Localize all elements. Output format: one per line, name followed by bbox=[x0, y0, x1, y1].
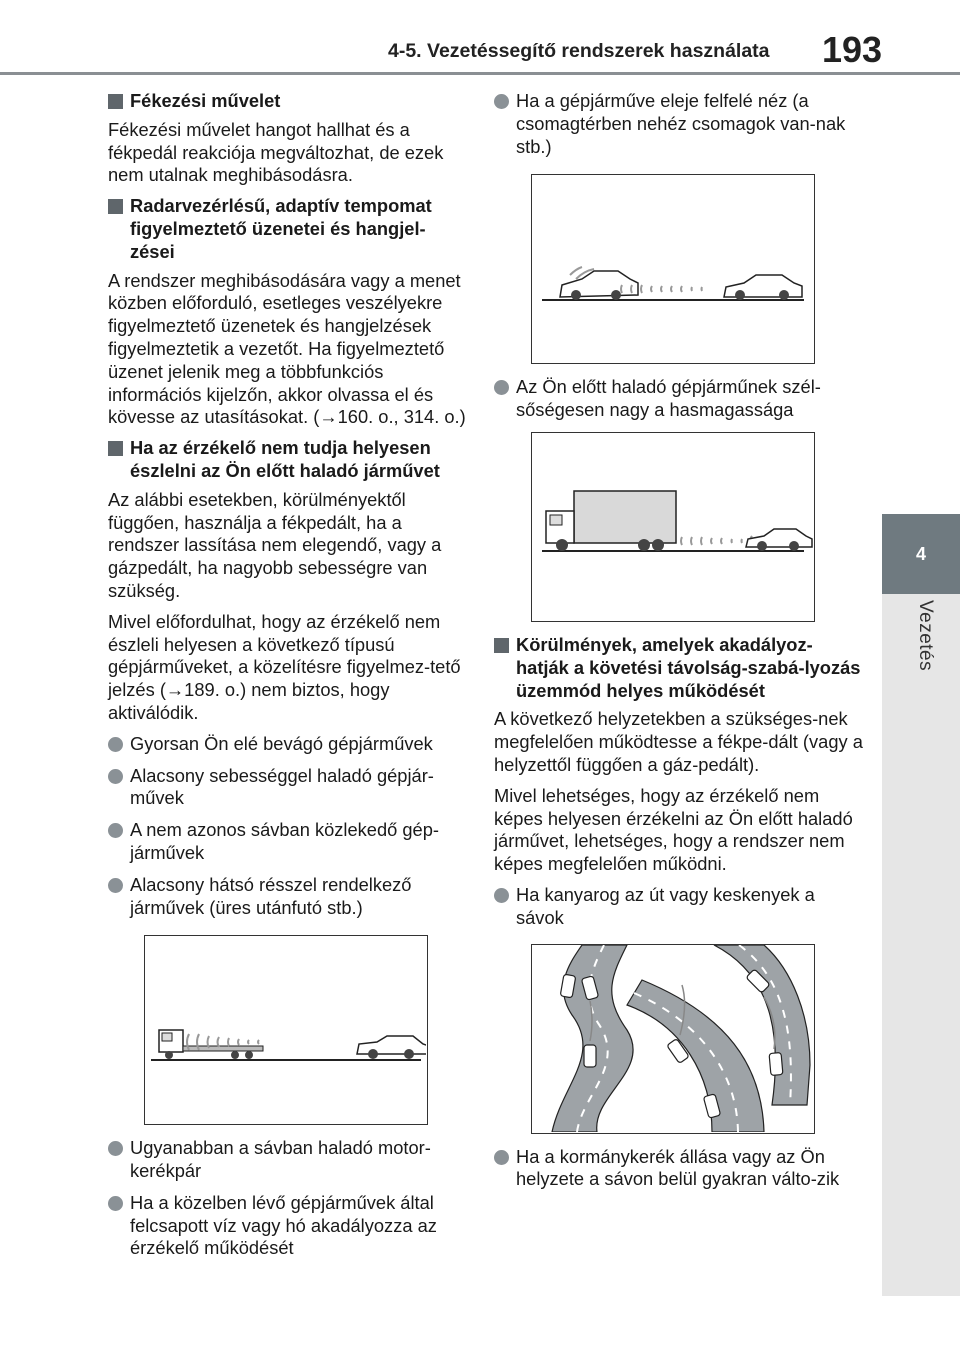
section-heading: Fékezési művelet bbox=[108, 90, 468, 113]
section-heading: Ha az érzékelő nem tudja helyesen észlelni az Ön előtt haladó járművet bbox=[108, 437, 468, 483]
round-bullet-icon bbox=[108, 737, 123, 752]
paragraph: Mivel előfordulhat, hogy az érzékelő nem észleli helyesen a következő típusú gépjárműveket, a közelítésre figyelmez-tető jelzés (→189. o.) nem biztos, hogy aktiválódik. bbox=[108, 610, 461, 723]
figure-trailer-illustration bbox=[144, 935, 428, 1125]
round-bullet-icon bbox=[494, 888, 509, 903]
left-column bbox=[108, 90, 468, 1269]
section-heading: Radarvezérlésű, adaptív tempomat figyelmeztető üzenetei és hangjel-zései bbox=[108, 195, 468, 263]
list-item: A nem azonos sávban közlekedő gép-járművek bbox=[108, 819, 468, 865]
round-bullet-icon bbox=[108, 878, 123, 893]
round-bullet-icon bbox=[108, 769, 123, 784]
round-bullet-icon bbox=[494, 380, 509, 395]
chapter-tab-label: Vezetés bbox=[915, 600, 936, 672]
paragraph: A következő helyzetekben a szükséges-nek megfelelően működtesse a fékpe-dált (vagy a helyzettől függően a gáz-pedált). bbox=[494, 708, 863, 775]
square-bullet-icon bbox=[494, 638, 509, 653]
chapter-tab-number: 4 bbox=[882, 514, 960, 594]
figure-curved-road-illustration bbox=[531, 944, 815, 1134]
right-column bbox=[494, 90, 864, 1200]
list-item: Ha a közelben lévő gépjárművek által felcsapott víz vagy hó akadályozza az érzékelő működését bbox=[108, 1192, 468, 1260]
paragraph: Az alábbi esetekben, körülményektől függően, használja a fékpedált, ha a rendszer lassítása nem elegendő, vagy a gázpedált, ha nagyobb sebességre van szükség. bbox=[108, 488, 442, 601]
list-item: Ha kanyarog az út vagy keskenyek a sávok bbox=[494, 884, 864, 930]
round-bullet-icon bbox=[494, 1150, 509, 1165]
section-heading: Körülmények, amelyek akadályoz-hatják a követési távolság-szabá-lyozás üzemmód helyes működését bbox=[494, 634, 864, 702]
list-item: Ha a gépjárműve eleje felfelé néz (a csomagtérben nehéz csomagok van-nak stb.) bbox=[494, 90, 864, 158]
round-bullet-icon bbox=[108, 1196, 123, 1211]
running-header: 4-5. Vezetéssegítő rendszerek használata bbox=[388, 40, 770, 62]
paragraph: Fékezési művelet hangot hallhat és a fékpedál reakciója megváltozhat, de ezek nem utalnak meghibásodásra. bbox=[108, 118, 444, 186]
list-item: Ugyanabban a sávban haladó motor-kerékpár bbox=[108, 1137, 468, 1183]
round-bullet-icon bbox=[494, 94, 509, 109]
paragraph: Mivel lehetséges, hogy az érzékelő nem képes helyesen érzékelni az Ön előtt haladó járművet, lehetséges, hogy a rendszer nem képes megfelelően működni. bbox=[494, 784, 853, 875]
list-item: Alacsony sebességgel haladó gépjár-művek bbox=[108, 765, 468, 811]
round-bullet-icon bbox=[108, 1141, 123, 1156]
list-item: Az Ön előtt haladó gépjárműnek szél-sőségesen nagy a hasmagassága bbox=[494, 376, 864, 422]
list-item: Ha a kormánykerék állása vagy az Ön helyzete a sávon belül gyakran válto-zik bbox=[494, 1146, 864, 1192]
figure-truck-illustration bbox=[531, 432, 815, 622]
figure-nose-up-illustration bbox=[531, 174, 815, 364]
paragraph: A rendszer meghibásodására vagy a menet közben előforduló, esetleges veszélyekre figyelmeztető üzenetek és hangjelzések figyelmeztetik a vezetőt. Ha figyelmeztető üzenet jelenik meg a többfunkciós információs kijelzőn, akkor olvassa el és kövesse az utasításokat. (→160. o., 314. o.) bbox=[108, 269, 466, 428]
page-number: 193 bbox=[822, 29, 883, 70]
square-bullet-icon bbox=[108, 199, 123, 214]
header-rule bbox=[0, 72, 960, 75]
round-bullet-icon bbox=[108, 823, 123, 838]
square-bullet-icon bbox=[108, 94, 123, 109]
list-item: Alacsony hátsó résszel rendelkező járművek (üres utánfutó stb.) bbox=[108, 874, 468, 920]
list-item: Gyorsan Ön elé bevágó gépjárművek bbox=[108, 733, 468, 756]
square-bullet-icon bbox=[108, 441, 123, 456]
